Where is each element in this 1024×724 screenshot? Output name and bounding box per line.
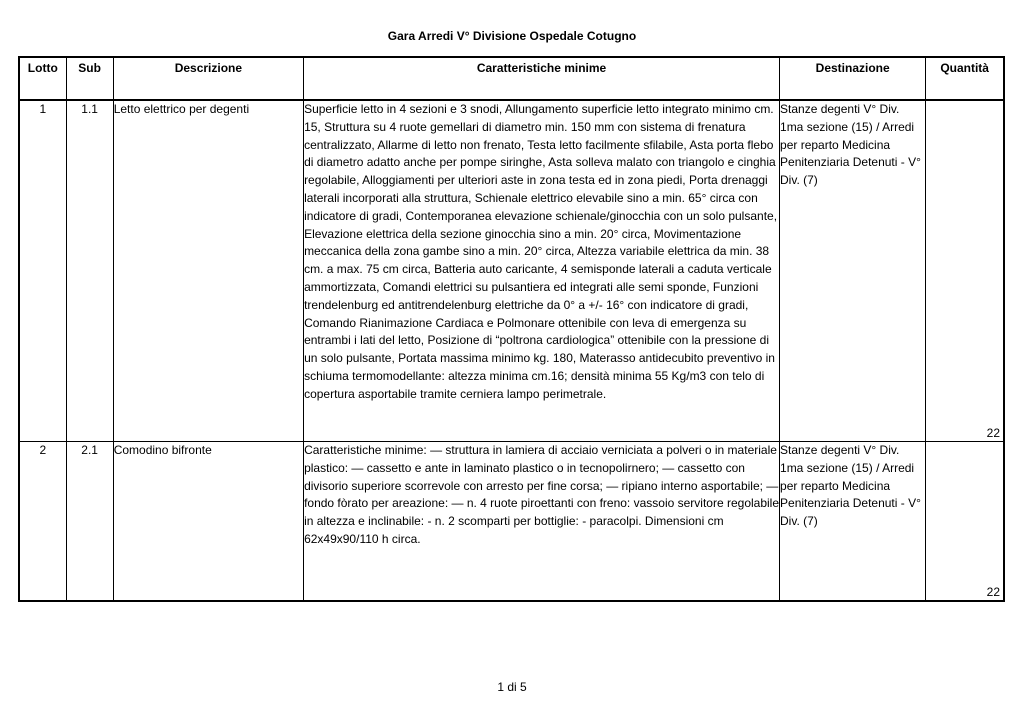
cell-quantita — [926, 442, 1004, 602]
cell-caratteristiche: Superficie letto in 4 sezioni e 3 snodi, Allungamento superficie letto integrato minimo cm. 15, Struttura su 4 ruote gemellari di diametro min. 150 mm con sistema di frenatura centralizzato, Allarme di letto non frenato, Testa letto facilmente sfilabile, Asta porta flebo di diametro adatto anche per pompe siringhe, Asta solleva malato con triangolo e cinghia regolabile, Alloggiamenti per ulteriori aste in zona testa ed in zona piedi, Porta drenaggi laterali incorporati alla struttura, Schienale elettrico elevabile sino a min. 65° circa con indicatore di gradi, Contemporanea elevazione schienale/ginocchia con un solo pulsante, Elevazione elettrica della sezione ginocchia sino a min. 20° circa, Movimentazione meccanica della zona gambe sino a min. 20° circa, Altezza variabile elettrica da min. 38 cm. a max. 75 cm circa, Batteria auto caricante, 4 semisponde laterali a caduta verticale ammortizzata, Comandi elettrici su pulsantiera ed integrati alle semi sponde, Funzioni trendelenburg ed antitrendelenburg elettriche da 0° a +/- 16° con indicatore di gradi, Comando Rianimazione Cardiaca e Polmonare ottenibile con leva di emergenza su entrambi i lati del letto, Posizione di “poltrona cardiologica” ottenibile con la pressione di un solo pulsante, Portata massima minimo kg. 180, Materasso antidecubito preventivo in schiuma termomodellante: altezza minima cm.16; densità minima 55 Kg/m3 con telo di copertura asportabile tramite cerniera lampo perimetrale. — [304, 100, 780, 442]
table-header-row — [19, 57, 1004, 100]
quantity-value: 22 — [986, 585, 1000, 599]
cell-sub: 2.1 — [66, 442, 113, 602]
page-title: Gara Arredi V° Divisione Ospedale Cotugno — [387, 29, 637, 43]
col-header-quantita: Quantità — [926, 57, 1004, 100]
cell-caratteristiche: Caratteristiche minime: — struttura in lamiera di acciaio verniciata a polveri o in materiale plastico: — cassetto e ante in laminato plastico o in tecnopolirnero; — cassetto con divisorio superiore scorrevole con arresto per fine corsa; — ripiano interno asportabile; — fondo fòrato per areazione: — n. 4 ruote piroettanti con freno: vassoio servitore regolabile in altezza e inclinabile: - n. 2 scomparti per bottiglie: - paracolpi. Dimensioni cm 62x49x90/110 h circa. — [304, 442, 780, 602]
cell-destinazione: Stanze degenti V° Div. 1ma sezione (15) / Arredi per reparto Medicina Penitenziaria Detenuti - V° Div. (7) — [780, 100, 926, 442]
cell-lotto: 2 — [19, 442, 66, 602]
col-header-destinazione: Destinazione — [780, 57, 926, 100]
col-header-lotto: Lotto — [19, 57, 66, 100]
cell-sub: 1.1 — [66, 100, 113, 442]
quantity-value: 22 — [986, 426, 1000, 440]
cell-lotto: 1 — [19, 100, 66, 442]
tender-table — [18, 56, 1005, 602]
cell-descrizione: Letto elettrico per degenti — [113, 100, 303, 442]
col-header-descrizione: Descrizione — [113, 57, 303, 100]
table-row — [19, 442, 1004, 602]
cell-descrizione: Comodino bifronte — [113, 442, 303, 602]
cell-quantita — [926, 100, 1004, 442]
col-header-sub: Sub — [66, 57, 113, 100]
page-number: 1 di 5 — [497, 680, 527, 694]
cell-destinazione: Stanze degenti V° Div. 1ma sezione (15) / Arredi per reparto Medicina Penitenziaria Detenuti - V° Div. (7) — [780, 442, 926, 602]
table-row — [19, 100, 1004, 442]
col-header-caratteristiche: Caratteristiche minime — [304, 57, 780, 100]
